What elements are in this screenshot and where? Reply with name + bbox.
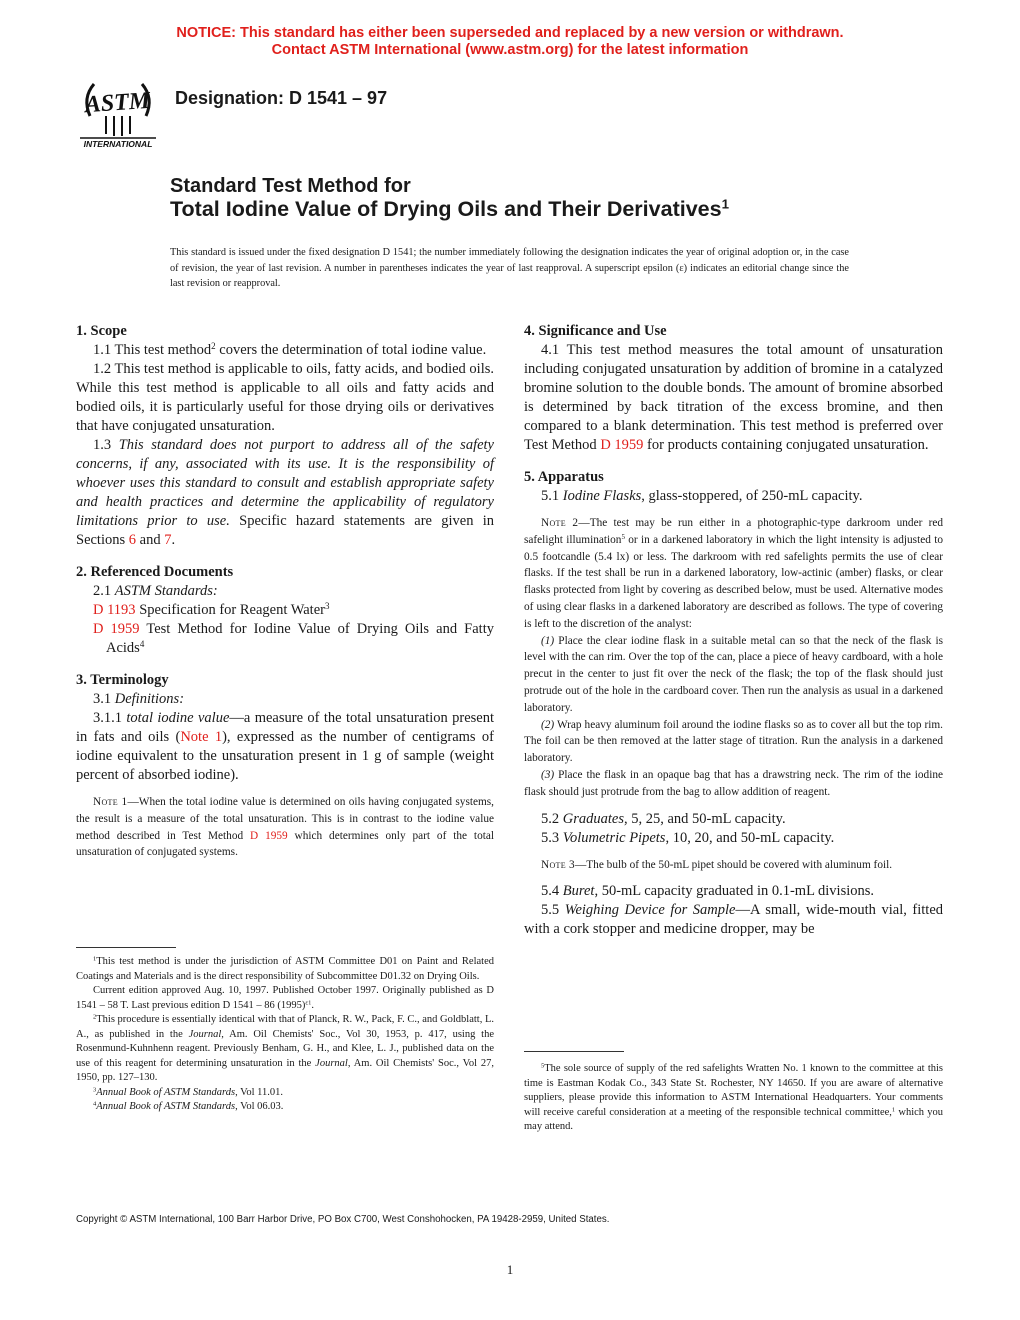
astm-logo (76, 70, 160, 150)
notice-line-2: Contact ASTM International (www.astm.org) for the latest information (271, 42, 749, 58)
footnote-2: $^2$This procedure is essentially identical with that of Planck, R. W., Pack, F. C., and Goldblatt, L. A., as published in the Journal, Am. Oil Chemists' Soc., Vol 30, 1953, p. 417, using the Rosenmund-Kuhnhenn reagent. Previously Benham, G. H., and Klee, L. J., published data on the use of this reagent for determining unsaturation in the Journal, Am. Oil Chemists' Soc., Vol 27, 1950, pp. 127–130. (76, 1013, 495, 1083)
footnote-rule (524, 1051, 624, 1052)
reference-link-d1193[interactable]: D 1193 (93, 602, 136, 618)
section-terminology (76, 671, 494, 861)
section-heading: 3. Terminology (76, 672, 169, 688)
note-1-link[interactable]: Note 1 (180, 729, 223, 745)
reference-item: D 1959 Test Method for Iodine Value of Drying Oils and Fatty Acids$^4$ (93, 621, 494, 656)
title-line-2 (170, 197, 729, 222)
paragraph-5-4: 5.4 Buret, 50-mL capacity graduated in 0.1-mL divisions. (541, 883, 875, 900)
notice-line-1: NOTICE: This standard has either been superseded and replaced by a new version or withdrawn. (176, 25, 844, 41)
paragraph-2-1: 2.1 ASTM Standards: (93, 583, 218, 599)
note-2-option-2: (2) Wrap heavy aluminum foil around the iodine flasks so as to cover all but the top rim. The foil can be then removed at the latter stage of titration. Run the analysis in a darkened laboratory. (524, 718, 943, 765)
paragraph-1-1: 1.1 This test method$^2$ covers the determination of total iodine value. (93, 341, 487, 358)
right-column (524, 322, 944, 1132)
footnote-rule (76, 947, 176, 948)
copyright: Copyright © ASTM International, 100 Barr Harbor Drive, PO Box C700, West Conshohocken, PA 19428-2959, United States. (76, 1214, 610, 1225)
section-heading: 5. Apparatus (524, 469, 604, 485)
paragraph-1-3: 1.3 This standard does not purport to address all of the safety concerns, if any, associated with its use. It is the responsibility of whoever uses this standard to consult and establish appropriate safety and health practices and determine the applicability of regulatory limitations prior to use. Specific hazard statements are given in Sections 6 and 7. (76, 437, 494, 548)
title-footnote-ref: 1 (721, 196, 729, 212)
paragraph-3-1: 3.1 Definitions: (93, 691, 185, 707)
footnote-1: $^1$This test method is under the jurisdiction of ASTM Committee D01 on Paint and Related Coatings and Materials and is the direct responsibility of Subcommittee D01.32 on Drying Oils. (76, 955, 494, 982)
title-text: Total Iodine Value of Drying Oils and Their Derivatives (170, 197, 722, 221)
section-heading: 1. Scope (76, 323, 127, 339)
d1959-link[interactable]: D 1959 (600, 437, 644, 453)
paragraph-1-2: 1.2 This test method is applicable to oils, fatty acids, and bodied oils. While this test method is applicable to all oils and fatty acids and bodied oils, it is particularly useful for those drying oils or derivatives that have conjugated unsaturation. (76, 361, 494, 434)
paragraph-4-1: 4.1 This test method measures the total amount of unsaturation including conjugated unsaturation by addition of bromine in a catalyzed bromine solution to the double bonds. The amount of bromine absorbed is determined by back titration of the excess bromine, and then compared to a blank determination. This test method is preferred over Test Method D 1959 for products containing conjugated unsaturation. (524, 342, 943, 453)
section-heading: 4. Significance and Use (524, 323, 667, 339)
section-link-7[interactable]: 7 (164, 532, 172, 548)
paragraph-5-5: 5.5 Weighing Device for Sample—A small, wide-mouth vial, fitted with a cork stopper and medicine dropper, may be (524, 902, 944, 938)
note-2: Note 2—The test may be run either in a photographic-type darkroom under red safelight illumination$^5$ or in a darkened laboratory in which the light intensity is adjusted to 0.5 footcandle (5.4 lx) or less. The darkroom with red safelights permits the use of clear flasks. If the test shall be run in a darkened laboratory, low-actinic (amber) flasks, or clear flasks protected from light by covering as described below, must be used. Alternative modes of using clear flasks in a darkened laboratory are described as follows. The type of covering is left to the discretion of the analyst: (524, 517, 944, 630)
left-column (76, 322, 495, 1112)
footnote-4: $^4$Annual Book of ASTM Standards, Vol 06.03. (93, 1100, 284, 1112)
logo-text: ASTM (84, 87, 152, 119)
footnote-3: $^3$Annual Book of ASTM Standards, Vol 11.01. (93, 1085, 284, 1098)
note-1: Note 1—When the total iodine value is determined on oils having conjugated systems, the result is a measure of the total unsaturation. This is in contrast to the iodine value method described in Test Method D 1959 which determines only part of the total unsaturation of conjugated systems. (76, 796, 495, 859)
title-line-1: Standard Test Method for (170, 175, 411, 197)
note-1-d1959-link[interactable]: D 1959 (250, 829, 288, 842)
astm-logo-icon (76, 70, 160, 150)
paragraph-3-1-1: 3.1.1 total iodine value—a measure of the total unsaturation present in fats and oils (Note 1), expressed as the number of centigrams of iodine equivalent to the unsaturation present in 1 g of sample (weight percent of absorbed iodine). (76, 710, 495, 783)
section-significance (524, 322, 943, 455)
section-heading: 2. Referenced Documents (76, 564, 234, 580)
section-referenced-documents (76, 563, 494, 658)
paragraph-5-1: 5.1 Iodine Flasks, glass-stoppered, of 250-mL capacity. (541, 488, 863, 504)
left-footnotes (76, 955, 494, 1115)
footnote-1-edition: Current edition approved Aug. 10, 1997. Published October 1997. Originally published as D 1541 – 58 T. Last previous edition D 1541 – 86 $(1995)^{\varepsilon 1}$. (76, 985, 494, 1011)
paragraph-5-3: 5.3 Volumetric Pipets, 10, 20, and 50-mL capacity. (541, 829, 835, 846)
section-apparatus (524, 468, 943, 939)
withdrawn-notice (0, 25, 1020, 59)
note-2-option-1: (1) Place the clear iodine flask in a suitable metal can so that the neck of the flask is level with the can rim. Over the top of the can, place a piece of heavy cardboard, with a hole precut in the center to just fit over the neck of the flask; the top of the flask should just protrude out of the hole in the cardboard cover. Then run the analysis as usual in a darkened laboratory. (524, 634, 943, 714)
footnote-5: $^5$The sole source of supply of the red safelights Wratten No. 1 known to the committee at this time is Eastman Kodak Co., 343 State St. Rochester, NY 14650. If you are aware of alternative suppliers, please provide this information to ASTM International Headquarters. Your comments will receive careful consideration at a meeting of the responsible technical committee,$^1$ which you may attend. (524, 1062, 943, 1132)
reference-link-d1959[interactable]: D 1959 (93, 621, 140, 637)
right-footnotes (524, 1062, 943, 1135)
section-link-6[interactable]: 6 (128, 532, 137, 548)
reference-item: D 1193 Specification for Reagent Water$^3$ (93, 601, 330, 618)
section-scope (76, 322, 494, 550)
designation: Designation: D 1541 – 97 (175, 88, 388, 108)
page-number: 1 (506, 1262, 514, 1277)
note-2-option-3: (3) Place the flask in an opaque bag that has a drawstring neck. The rim of the iodine flask should just protrude from the bag to allow addition of reagent. (524, 768, 943, 798)
note-3: Note 3—The bulb of the 50-mL pipet should be covered with aluminum foil. (541, 858, 893, 871)
paragraph-5-2: 5.2 Graduates, 5, 25, and 50-mL capacity. (541, 810, 786, 827)
logo-subtext: INTERNATIONAL (83, 139, 153, 149)
issuance-statement: This standard is issued under the fixed designation D 1541; the number immediately following the designation indicates the year of original adoption or, in the case of revision, the year of last revision. A number in parentheses indicates the year of last reapproval. A superscript epsilon (ε) indicates an editorial change since the last revision or reapproval. (170, 247, 849, 289)
